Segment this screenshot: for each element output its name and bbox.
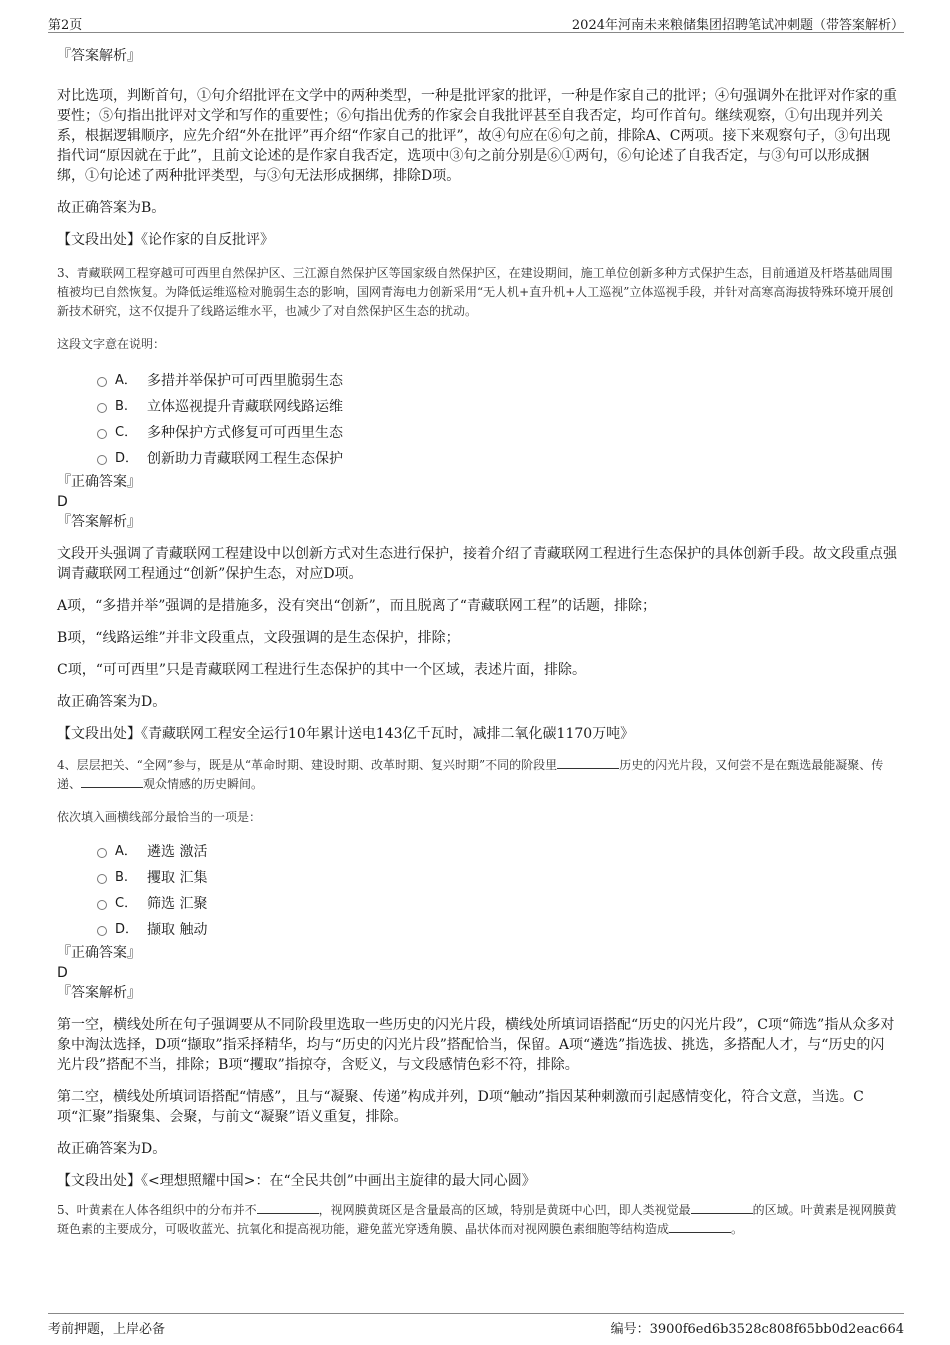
q4-option-a[interactable]: A． 遴选 激活 (57, 839, 897, 865)
q4-option-c[interactable]: C． 筛选 汇聚 (57, 891, 897, 917)
q4-conclusion: 故正确答案为D。 (57, 1141, 167, 1157)
q3-stem: 3、青藏联网工程穿越可可西里自然保护区、三江源自然保护区等国家级自然保护区，在建设期间，施工单位创新多种方式保护生态，目前通道及杆塔基础周围植被均已自然恢复。为降低运维巡检对脆弱生态的影响，国网青海电力创新采用“无人机+直升机+人工巡视”立体巡视手段，并针对高寒高海拔特殊环境开展创新技术研究，这不仅提升了线路运维水平，也减少了对自然保护区生态的扰动。 (57, 266, 894, 318)
q2-conclusion: 故正确答案为B。 (57, 200, 166, 216)
radio-button[interactable] (97, 900, 107, 910)
q3-prompt: 这段文字意在说明： (57, 337, 166, 351)
q3-option-b[interactable]: B. 立体巡视提升青藏联网线路运维 (57, 394, 897, 420)
q3-options (57, 368, 897, 472)
q4-source: 【文段出处】《<理想照耀中国>：在“全民共创”中画出主旋律的最大同心圆》 (57, 1173, 536, 1189)
q4-option-d[interactable]: D． 撷取 触动 (57, 917, 897, 943)
document-body (57, 44, 897, 1239)
radio-button[interactable] (97, 377, 107, 387)
document-id: 编号：3900f6ed6b3528c808f65bb0d2eac664 (610, 1322, 904, 1337)
document-title: 2024年河南未来粮储集团招聘笔试冲刺题（带答案解析） (571, 18, 904, 33)
q4-analysis-p1: 第一空，横线处所在句子强调要从不同阶段里选取一些历史的闪光片段，横线处所填词语搭配“历史的闪光片段”，C项“筛选”指从众多对象中淘汰选择，D项“撷取”指采择精华，均与“历史的闪光片段”搭配恰当，保留。A项“遴选”指选拔、挑选，多搭配人才，与“历史的闪光片段”搭配不当，排除；B项“攫取”指掠夺，含贬义，与文段感情色彩不符，排除。 (57, 1017, 895, 1073)
q3-conclusion: 故正确答案为D。 (57, 694, 167, 710)
radio-button[interactable] (97, 403, 107, 413)
page-header (48, 12, 904, 33)
q3-analysis-p4: C项，“可可西里”只是青藏联网工程进行生态保护的其中一个区域，表述片面，排除。 (57, 662, 587, 678)
q2-source: 【文段出处】《论作家的自反批评》 (57, 232, 274, 248)
radio-button[interactable] (97, 848, 107, 858)
q3-analysis-p1: 文段开头强调了青藏联网工程建设中以创新方式对生态进行保护，接着介绍了青藏联网工程进行生态保护的具体创新手段。故文段重点强调青藏联网工程通过“创新”保护生态，对应D项。 (57, 546, 897, 582)
q4-analysis-p2: 第二空，横线处所填词语搭配“情感”，且与“凝聚、传递”构成并列，D项“触动”指因某种刺激而引起感情变化，符合文意，当选。C项“汇聚”指聚集、会聚，与前文“凝聚”语义重复，排除。 (57, 1089, 864, 1125)
radio-button[interactable] (97, 429, 107, 439)
q3-answer-label: 『正确答案』 (57, 474, 141, 490)
q4-options (57, 839, 897, 943)
q3-source: 【文段出处】《青藏联网工程安全运行10年累计送电143亿千瓦时，减排二氧化碳1170万吨》 (57, 726, 635, 742)
q4-option-b[interactable]: B. 攫取 汇集 (57, 865, 897, 891)
q3-analysis-p3: B项，“线路运维”并非文段重点，文段强调的是生态保护，排除； (57, 630, 460, 646)
q3-analysis-p2: A项，“多措并举”强调的是措施多，没有突出“创新”，而且脱离了“青藏联网工程”的话题，排除； (57, 598, 657, 614)
q4-answer: D (57, 965, 68, 981)
fill-blank (81, 775, 143, 788)
radio-button[interactable] (97, 455, 107, 465)
q4-answer-label: 『正确答案』 (57, 945, 141, 961)
q3-option-d[interactable]: D． 创新助力青藏联网工程生态保护 (57, 446, 897, 472)
q3-option-c[interactable]: C． 多种保护方式修复可可西里生态 (57, 420, 897, 446)
radio-button[interactable] (97, 874, 107, 884)
q3-analysis-label: 『答案解析』 (57, 514, 141, 530)
q4-stem: 4、层层把关、“全网”参与，既是从“革命时期、建设时期、改革时期、复兴时期”不同的阶段里 历史的闪光片段，又何尝不是在甄选最能凝聚、传递、 观众情感的历史瞬间。 (57, 758, 884, 791)
fill-blank (669, 1220, 731, 1233)
fill-blank (257, 1201, 319, 1214)
q2-analysis-label: 『答案解析』 (57, 48, 141, 64)
q5-stem: 5、叶黄素在人体各组织中的分布并不 ，视网膜黄斑区是含量最高的区域，特别是黄斑中心凹，即人类视觉最 的区域。叶黄素是视网膜黄斑色素的主要成分，可吸收蓝光、抗氧化和提高视功能，避免蓝光穿透角膜、晶状体而对视网膜色素细胞等结构造成 。 (57, 1203, 897, 1236)
radio-button[interactable] (97, 926, 107, 936)
fill-blank (557, 756, 619, 769)
q4-prompt: 依次填入画横线部分最恰当的一项是： (57, 810, 262, 824)
page-number: 第2页 (48, 18, 83, 33)
q4-analysis-label: 『答案解析』 (57, 985, 141, 1001)
page-footer (48, 1313, 904, 1337)
footer-slogan: 考前押题，上岸必备 (48, 1322, 166, 1337)
fill-blank (691, 1201, 753, 1214)
q3-answer: D (57, 494, 68, 510)
q3-option-a[interactable]: A． 多措并举保护可可西里脆弱生态 (57, 368, 897, 394)
q2-analysis: 对比选项，判断首句，①句介绍批评在文学中的两种类型，一种是批评家的批评，一种是作家自己的批评；④句强调外在批评对作家的重要性；⑤句指出批评对文学和写作的重要性；⑥句指出优秀的作家会自我批评甚至自我否定，均可作首句。继续观察，①句出现并列关系，根据逻辑顺序，应先介绍“外在批评”再介绍“作家自己的批评”，故④句应在⑥句之前，排除A、C两项。接下来观察句子，③句出现指代词“原因就在于此”，且前文论述的是作家自我否定，选项中③句之前分别是⑥①两句，⑥句论述了自我否定，与③句可以形成捆绑，①句论述了两种批评类型，与③句无法形成捆绑，排除D项。 (57, 88, 897, 184)
